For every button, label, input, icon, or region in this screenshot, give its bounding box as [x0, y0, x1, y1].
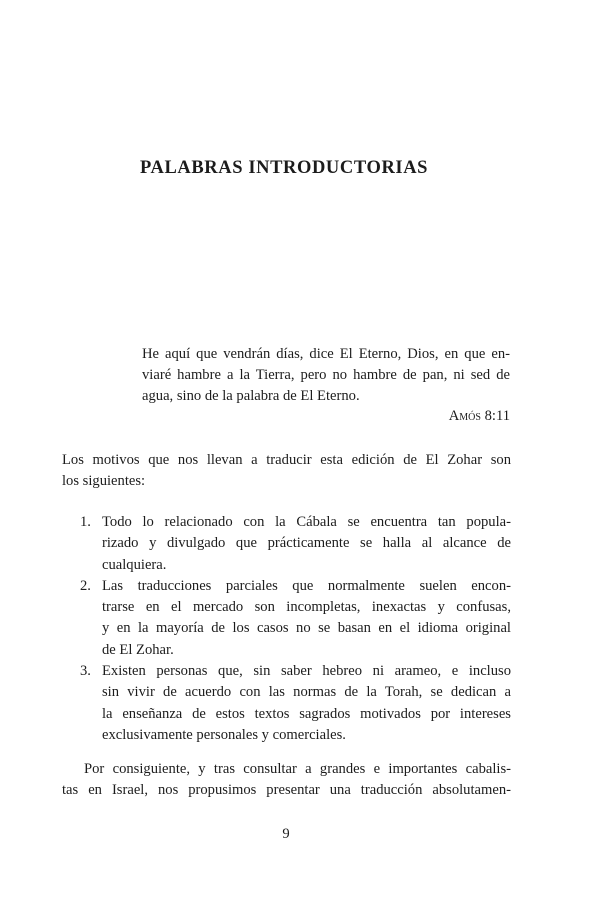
list-item-line: Todo lo relacionado con la Cábala se encuentra tan popula-: [102, 514, 511, 530]
epigraph-line: He aquí que vendrán días, dice El Eterno, Dios, en que en-: [142, 346, 510, 362]
list-item-line: de El Zohar.: [102, 641, 174, 658]
list-item-number: 3.: [80, 663, 91, 680]
list-item-line: rizado y divulgado que prácticamente se halla al alcance de: [102, 535, 511, 552]
epigraph-quote: [142, 344, 510, 407]
paragraph-line: los siguientes:: [62, 473, 146, 490]
list-item-line: Las traducciones parciales que normalmente suelen encon-: [102, 577, 511, 594]
page-title: PALABRAS INTRODUCTORIAS: [139, 158, 429, 178]
list-item-line: la enseñanza de estos textos sagrados motivados por intereses: [102, 705, 511, 722]
paragraph-line: tas en Israel, nos propusimos presentar una traducción absolutamen-: [62, 782, 511, 799]
epigraph-line: agua, sino de la palabra de El Eterno.: [142, 388, 360, 404]
list-item-line: sin vivir de acuerdo con las normas de la Torah, se dedican a: [102, 684, 511, 701]
list-item-line: y en la mayoría de los casos no se basan en el idioma original: [102, 620, 511, 637]
list-item-line: cualquiera.: [102, 556, 167, 573]
list-item-number: 2.: [80, 577, 91, 594]
list-item-line: Existen personas que, sin saber hebreo ni arameo, e incluso: [102, 663, 511, 680]
paragraph-line: Los motivos que nos llevan a traducir esta edición de El Zohar son: [62, 452, 511, 468]
paragraph-line: Por consiguiente, y tras consultar a grandes e importantes cabalis-: [84, 761, 511, 777]
list-item: [80, 576, 511, 661]
citation-reference: 8:11: [484, 408, 510, 424]
citation-book: Amós: [448, 408, 481, 424]
list-item: [80, 661, 511, 746]
reasons-list: [80, 512, 511, 746]
intro-paragraph: [62, 450, 511, 493]
list-item: [80, 512, 511, 576]
list-item-line: exclusivamente personales y comerciales.: [102, 726, 346, 743]
list-item-number: 1.: [80, 514, 91, 530]
closing-paragraph: [62, 759, 511, 802]
epigraph-line: viaré hambre a la Tierra, pero no hambre de pan, ni sed de: [142, 367, 510, 383]
list-item-line: trarse en el mercado son incompletas, inexactas y confusas,: [102, 599, 511, 616]
page-number: 9: [282, 826, 290, 842]
epigraph-citation: [300, 408, 510, 425]
